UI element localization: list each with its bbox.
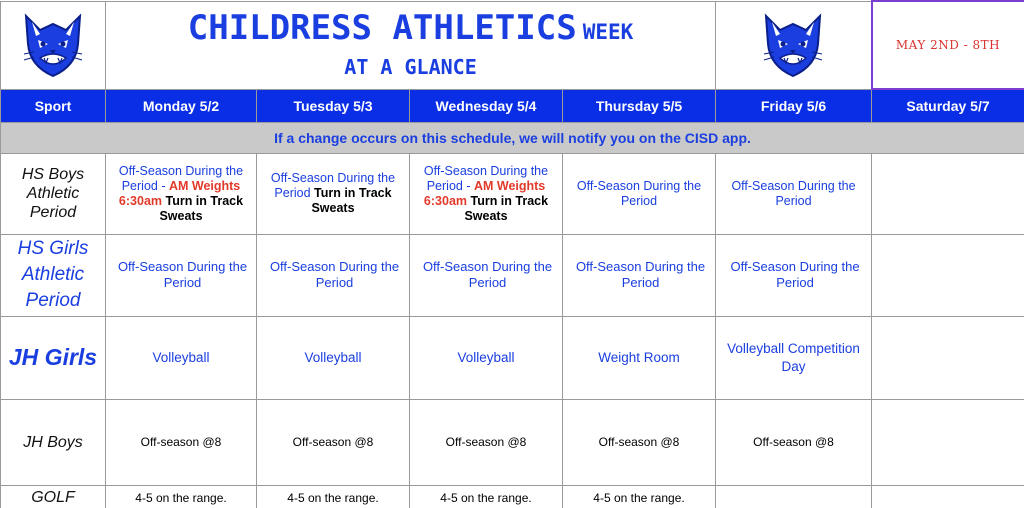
- wildcat-logo-icon: [758, 10, 828, 80]
- cell-hs-boys-monday: Off-Season During the Period - AM Weights 6:30am Turn in Track Sweats: [106, 153, 257, 234]
- sport-label-hs-boys: HS Boys Athletic Period: [1, 153, 106, 234]
- notice-banner: If a change occurs on this schedule, we will notify you on the CISD app.: [1, 122, 1024, 153]
- cell-hs-boys-wednesday: Off-Season During the Period - AM Weights 6:30am Turn in Track Sweats: [410, 153, 563, 234]
- page-subtitle: AT A GLANCE: [344, 55, 477, 79]
- cell-golf-friday: [716, 485, 872, 508]
- title-cell: [106, 1, 716, 89]
- cell-golf-saturday: [872, 485, 1024, 508]
- sport-label-jh-boys: JH Boys: [1, 399, 106, 485]
- cell-jh-girls-saturday: [872, 316, 1024, 399]
- cell-jh-boys-wednesday: Off-season @8: [410, 399, 563, 485]
- cell-jh-girls-thursday: Weight Room: [563, 316, 716, 399]
- cell-hs-girls-monday: Off-Season During the Period: [106, 234, 257, 316]
- cell-golf-tuesday: 4-5 on the range.: [257, 485, 410, 508]
- cell-hs-boys-thursday: Off-Season During the Period: [563, 153, 716, 234]
- cell-jh-girls-tuesday: Volleyball: [257, 316, 410, 399]
- cell-jh-girls-wednesday: Volleyball: [410, 316, 563, 399]
- col-header-tuesday: Tuesday 5/3: [257, 89, 410, 122]
- col-header-friday: Friday 5/6: [716, 89, 872, 122]
- wildcat-logo-icon: [18, 10, 88, 80]
- col-header-thursday: Thursday 5/5: [563, 89, 716, 122]
- cell-hs-boys-tuesday: Off-Season During the Period Turn in Track Sweats: [257, 153, 410, 234]
- table-row: [1, 234, 1024, 316]
- cell-jh-boys-thursday: Off-season @8: [563, 399, 716, 485]
- sport-label-golf: GOLF: [1, 485, 106, 508]
- cell-golf-monday: 4-5 on the range.: [106, 485, 257, 508]
- cell-jh-boys-monday: Off-season @8: [106, 399, 257, 485]
- day-header-row: [1, 89, 1024, 122]
- col-header-sport: Sport: [1, 89, 106, 122]
- cell-hs-girls-friday: Off-Season During the Period: [716, 234, 872, 316]
- cell-golf-thursday: 4-5 on the range.: [563, 485, 716, 508]
- table-row: [1, 153, 1024, 234]
- table-row: [1, 399, 1024, 485]
- col-header-monday: Monday 5/2: [106, 89, 257, 122]
- sport-label-hs-girls: HS Girls Athletic Period: [1, 234, 106, 316]
- sport-label-jh-girls: JH Girls: [1, 316, 106, 399]
- cell-hs-boys-saturday: [872, 153, 1024, 234]
- table-row: [1, 485, 1024, 508]
- cell-jh-boys-friday: Off-season @8: [716, 399, 872, 485]
- cell-jh-girls-friday: Volleyball Competition Day: [716, 316, 872, 399]
- cell-hs-girls-tuesday: Off-Season During the Period: [257, 234, 410, 316]
- title-week: WEEK: [582, 20, 634, 44]
- date-range: MAY 2ND - 8TH: [872, 1, 1024, 89]
- logo-right-cell: [716, 1, 872, 89]
- logo-left-cell: [1, 1, 106, 89]
- col-header-saturday: Saturday 5/7: [872, 89, 1024, 122]
- cell-hs-girls-saturday: [872, 234, 1024, 316]
- page-title: CHILDRESS ATHLETICS: [187, 8, 577, 48]
- cell-jh-girls-monday: Volleyball: [106, 316, 257, 399]
- table-row: [1, 316, 1024, 399]
- cell-jh-boys-saturday: [872, 399, 1024, 485]
- cell-jh-boys-tuesday: Off-season @8: [257, 399, 410, 485]
- cell-hs-boys-friday: Off-Season During the Period: [716, 153, 872, 234]
- cell-golf-wednesday: 4-5 on the range.: [410, 485, 563, 508]
- cell-hs-girls-thursday: Off-Season During the Period: [563, 234, 716, 316]
- col-header-wednesday: Wednesday 5/4: [410, 89, 563, 122]
- cell-hs-girls-wednesday: Off-Season During the Period: [410, 234, 563, 316]
